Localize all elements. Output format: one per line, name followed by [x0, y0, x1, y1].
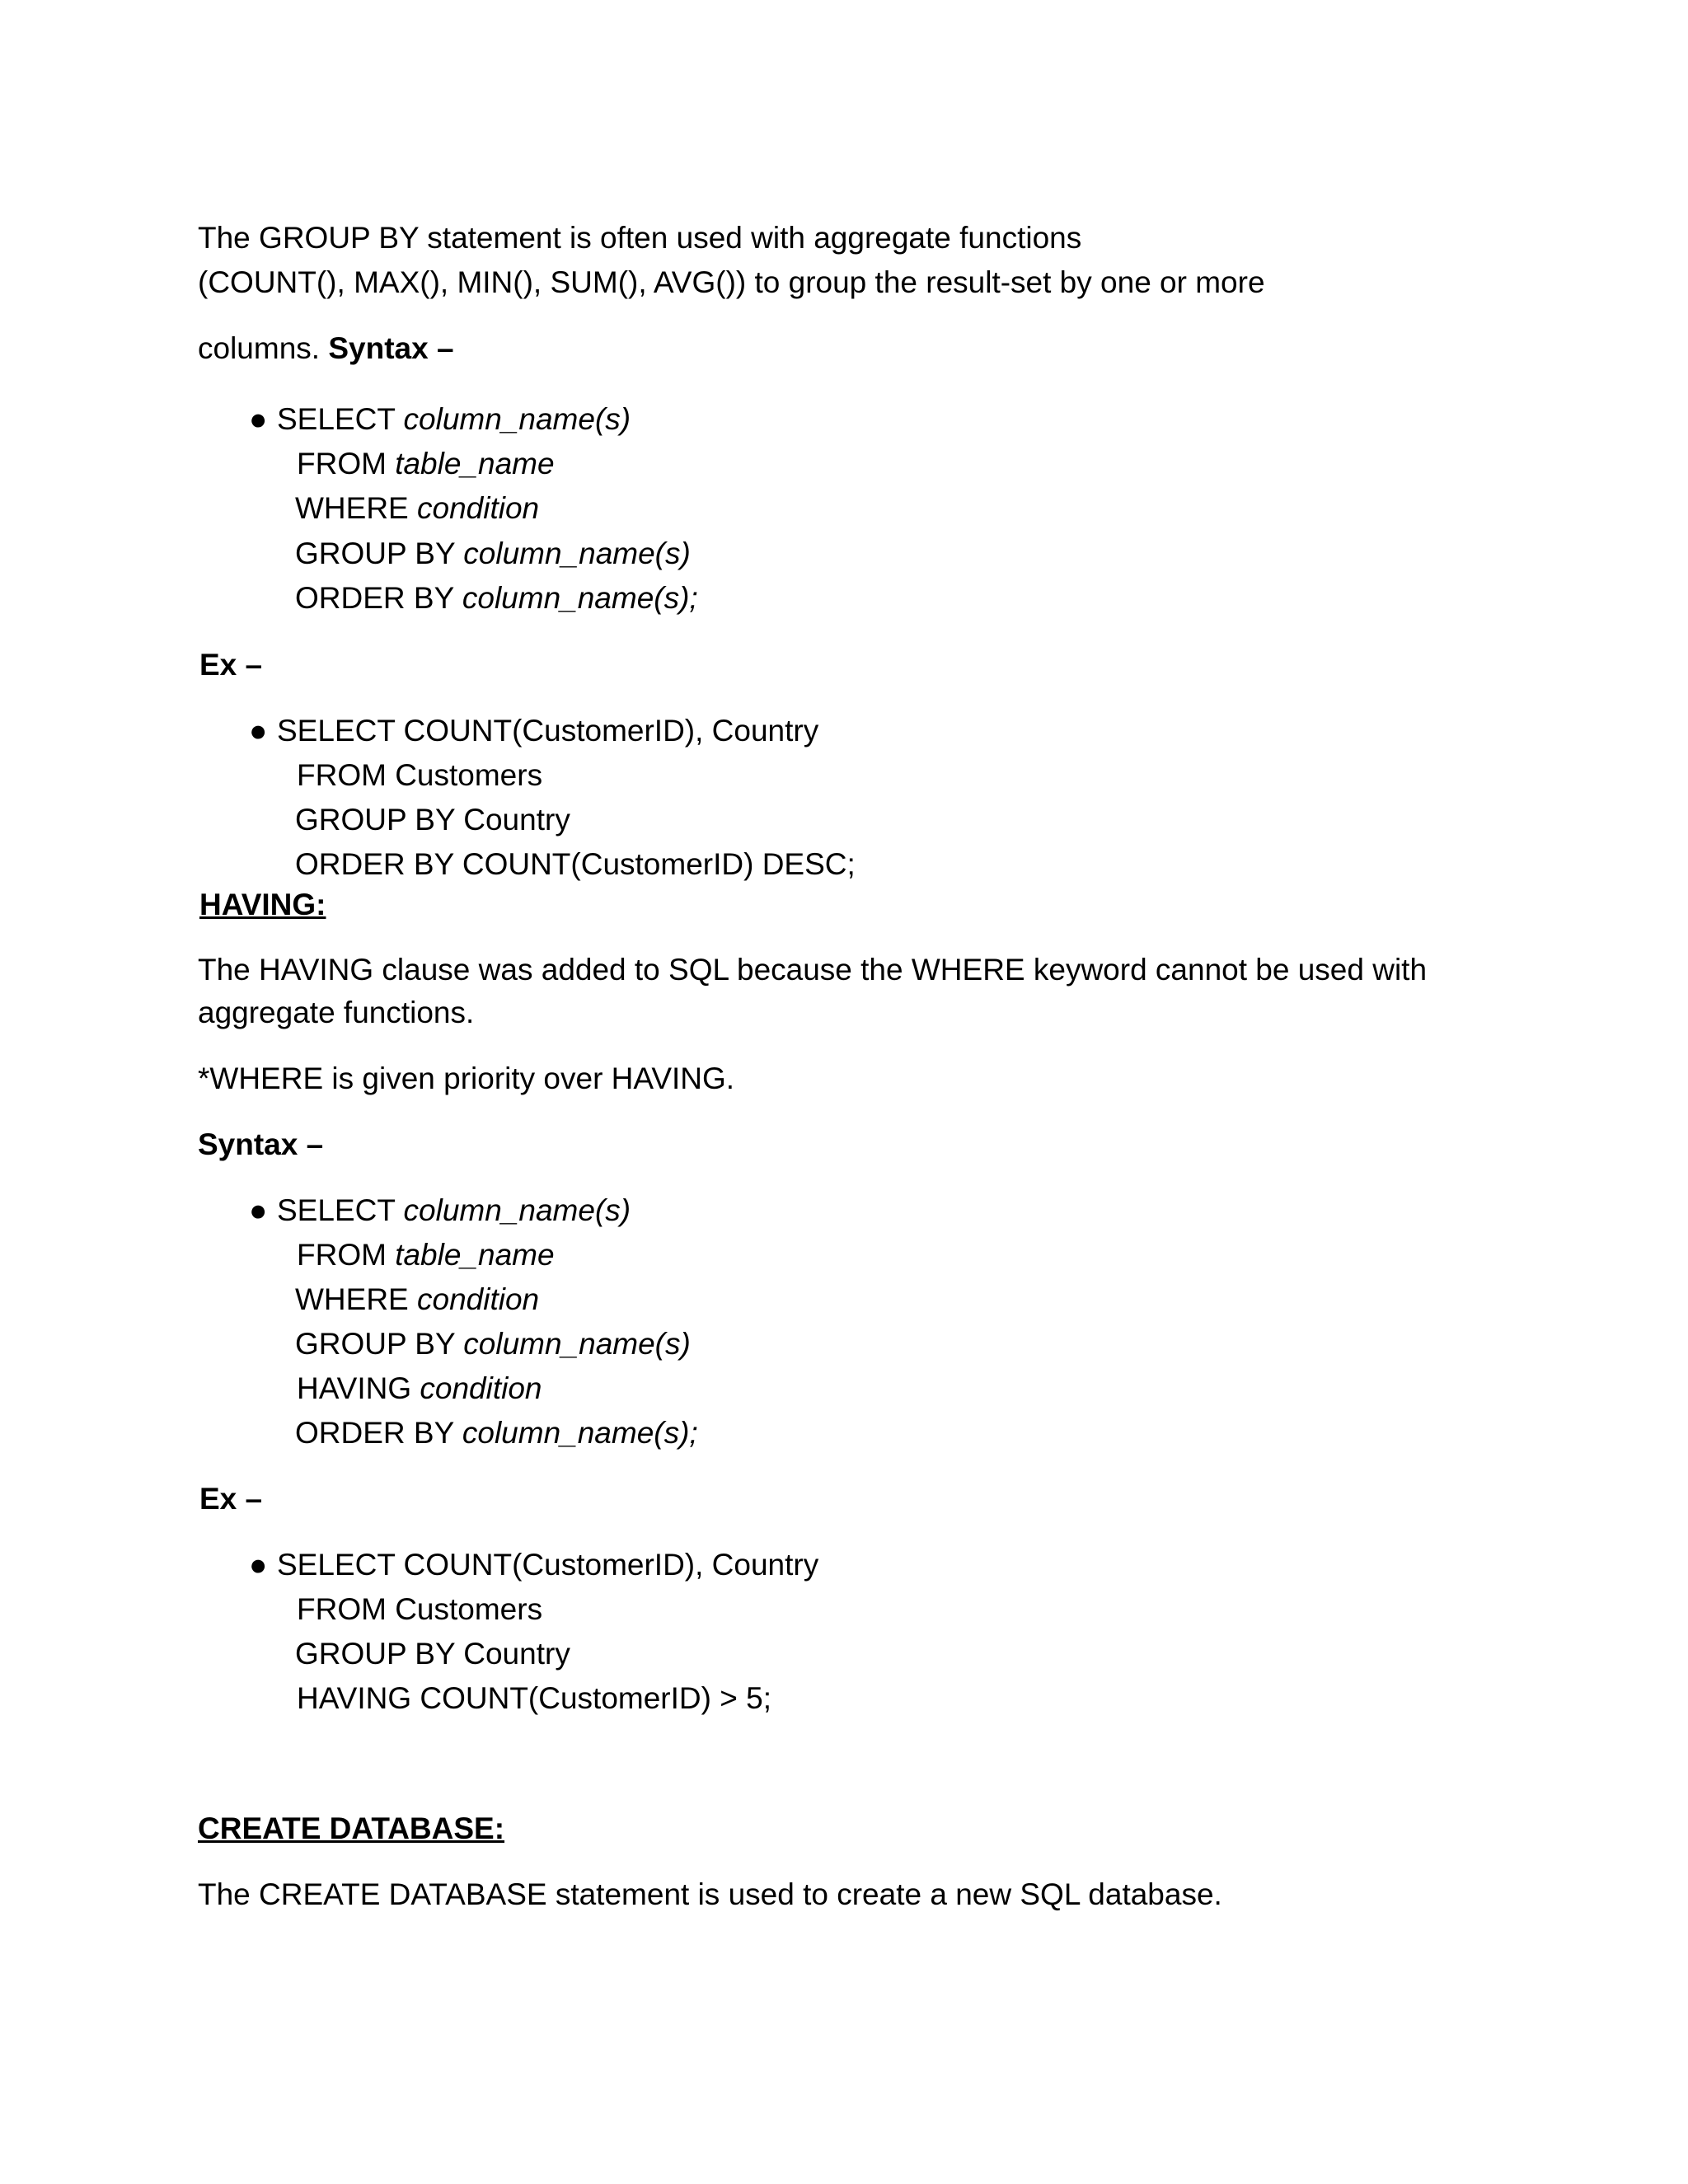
code-line: FROM table_name	[297, 447, 555, 480]
intro-line-3-text: columns.	[198, 331, 329, 365]
paragraph-line: aggregate functions.	[198, 996, 475, 1029]
code-line: SELECT column_name(s)	[277, 1193, 631, 1227]
code-line: HAVING condition	[297, 1371, 542, 1405]
syntax-label: Syntax –	[198, 1127, 324, 1161]
code-line: ORDER BY COUNT(CustomerID) DESC;	[295, 847, 856, 881]
section-heading: HAVING:	[199, 888, 326, 921]
code-line: ORDER BY column_name(s);	[295, 1416, 698, 1450]
code-line: FROM Customers	[297, 758, 543, 792]
code-line: WHERE condition	[295, 1282, 540, 1316]
section-heading: CREATE DATABASE:	[198, 1811, 505, 1845]
bullet-icon	[249, 402, 267, 437]
code-line: SELECT column_name(s)	[277, 402, 631, 436]
syntax-label: Syntax –	[328, 331, 454, 365]
example-label: Ex –	[199, 648, 263, 682]
code-line: GROUP BY column_name(s)	[295, 1327, 691, 1361]
code-line: FROM table_name	[297, 1238, 555, 1272]
note: *WHERE is given priority over HAVING.	[198, 1062, 735, 1095]
paragraph-line: The CREATE DATABASE statement is used to create a new SQL database.	[198, 1877, 1222, 1911]
code-line: GROUP BY column_name(s)	[295, 537, 691, 570]
bullet-icon	[249, 1548, 267, 1582]
code-line: SELECT COUNT(CustomerID), Country	[277, 1548, 819, 1582]
code-line: WHERE condition	[295, 491, 540, 525]
bullet-icon	[249, 1193, 267, 1228]
bullet-icon	[249, 714, 267, 748]
intro-line-2: (COUNT(), MAX(), MIN(), SUM(), AVG()) to group the result-set by one or more	[198, 265, 1265, 299]
code-line: FROM Customers	[297, 1592, 543, 1626]
intro-line-3	[198, 331, 454, 366]
code-line: ORDER BY column_name(s);	[295, 581, 698, 615]
code-line: SELECT COUNT(CustomerID), Country	[277, 714, 819, 748]
example-label: Ex –	[199, 1482, 263, 1516]
paragraph-line: The HAVING clause was added to SQL because the WHERE keyword cannot be used with	[198, 953, 1428, 987]
code-line: HAVING COUNT(CustomerID) > 5;	[297, 1681, 771, 1715]
code-line: GROUP BY Country	[295, 803, 570, 837]
code-line: GROUP BY Country	[295, 1637, 570, 1671]
intro-line-1: The GROUP BY statement is often used with aggregate functions	[198, 221, 1082, 255]
